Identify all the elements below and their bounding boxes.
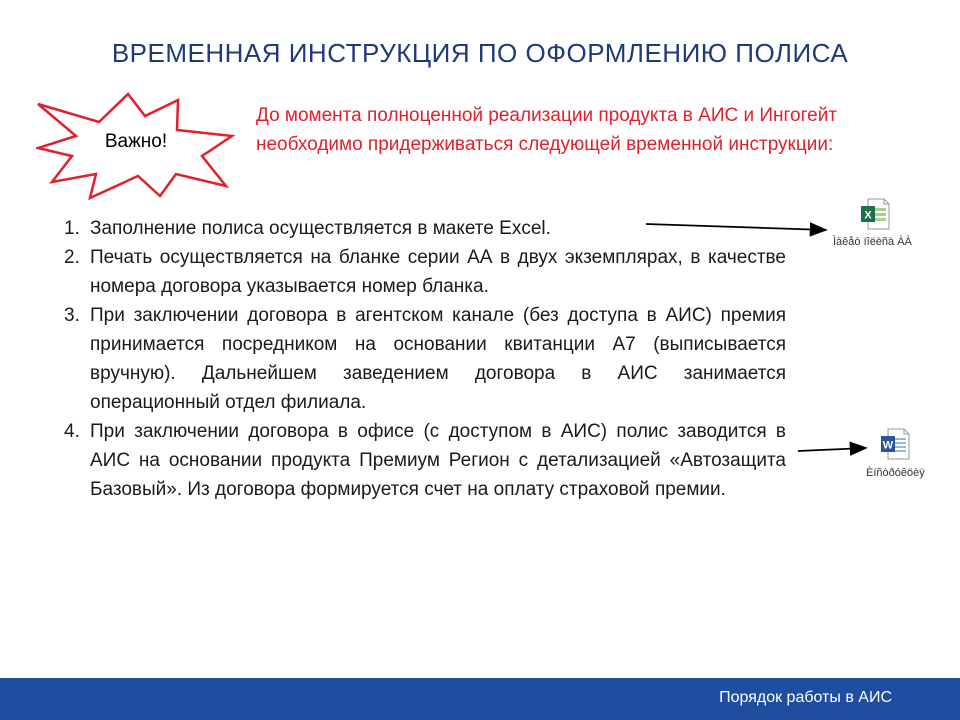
list-item-number: 2. bbox=[64, 247, 80, 268]
arrow-to-excel bbox=[646, 224, 826, 230]
excel-attachment-caption[interactable]: Ìàêåò ïîëèñà ÀÀ bbox=[833, 236, 912, 248]
list-item-number: 1. bbox=[64, 218, 80, 239]
svg-text:W: W bbox=[882, 439, 894, 452]
intro-text: До момента полноценной реализации продукта в АИС и Ингогейт необходимо придерживаться следующей временной инструкции: bbox=[256, 105, 838, 155]
list-item-text: Печать осуществляется на бланке серии АА в двух экземплярах, в качестве номера договора указывается номер бланка. bbox=[90, 247, 786, 297]
word-file-icon[interactable] bbox=[880, 428, 910, 460]
list-item-text: Заполнение полиса осуществляется в макете Excel. bbox=[90, 218, 551, 239]
important-callout-label: Важно! bbox=[104, 131, 168, 152]
footer-bar bbox=[0, 678, 960, 720]
excel-file-icon[interactable] bbox=[860, 198, 890, 230]
svg-text:X: X bbox=[864, 209, 872, 222]
slide-title: ВРЕМЕННАЯ ИНСТРУКЦИЯ ПО ОФОРМЛЕНИЮ ПОЛИСА bbox=[111, 38, 849, 68]
list-item-text: При заключении договора в офисе (с доступом в АИС) полис заводится в АИС на основании продукта Премиум Регион с детализацией «Автозащита Базовый». Из договора формируется счет на оплату страховой премии. bbox=[90, 421, 786, 500]
list-item-text: При заключении договора в агентском канале (без доступа в АИС) премия принимается посредником на основании квитанции А7 (выписывается вручную). Дальнейшем заведением договора в АИС занимается операционный отдел филиала. bbox=[90, 305, 786, 413]
word-attachment-caption[interactable]: Èíñòðóêöèÿ bbox=[866, 467, 925, 479]
list-item-number: 4. bbox=[64, 421, 80, 442]
list-item-number: 3. bbox=[64, 305, 80, 326]
arrow-to-word bbox=[798, 448, 866, 451]
footer-text: Порядок работы в АИС bbox=[719, 689, 892, 706]
